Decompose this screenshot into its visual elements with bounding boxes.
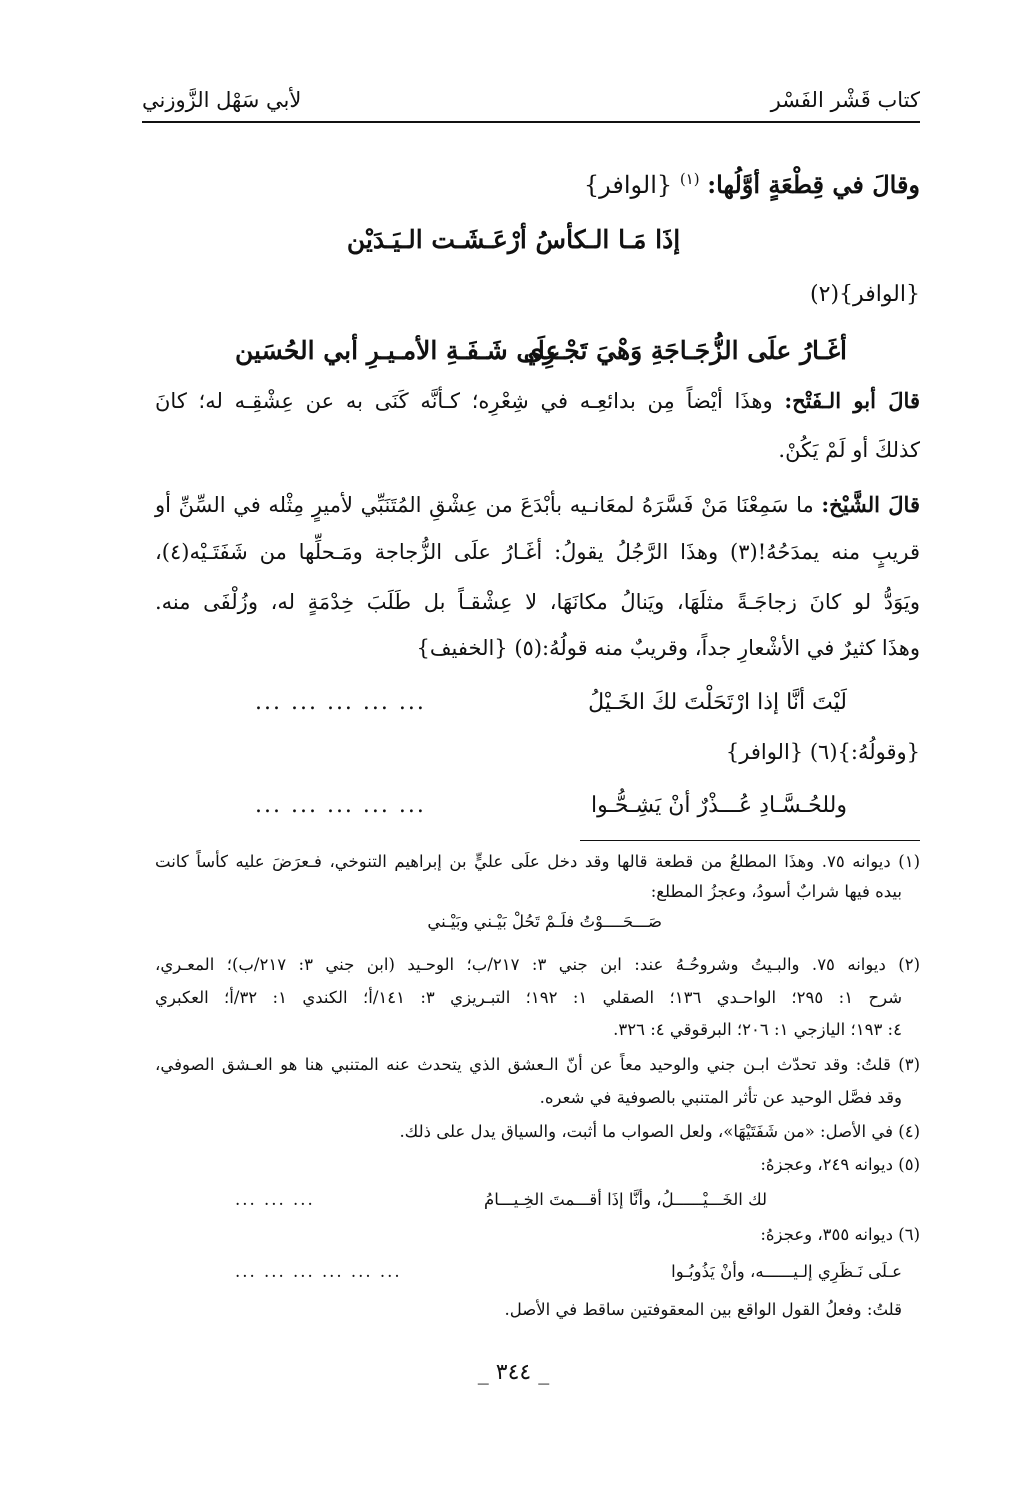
- footnote-3-line-2: وقد فصَّل الوحيد عن تأثر المتنبي بالصوفية في شعره.: [539, 1088, 902, 1107]
- footnote-5-omitted-dots: ... ... ...: [235, 1190, 315, 1209]
- verse-4-intro: {وقولُهُ:}(٦) {الوافر}: [725, 740, 920, 764]
- meter-label-2: {الوافر}(٢): [810, 282, 920, 307]
- paragraph-2-line-2: قريبٍ منه يمدَحُهُ!(٣) وهذَا الرَّجُلُ يقولُ: أغَـارُ علَى الزُّجاجة ومَـحلِّها من شَفَتَـيْه(٤)،: [155, 540, 920, 564]
- paragraph-2-line-3: ويَوَدُّ لو كانَ زجاجَـةً مثلَهَا، ويَنالُ مكانَهَا، لا عِشْقـاً بل طَلَبَ خِدْمَةٍ له، وزُلْفَى منه.: [155, 590, 920, 614]
- paragraph-1-line-2: كذلكَ أو لَمْ يَكُنْ.: [778, 438, 920, 462]
- running-head-author: لأبي سَهْل الزَّوزني: [142, 88, 302, 112]
- footnote-5-verse: لك الخَـــيْــــــلُ، وأنَّا إذَا أقـــمتَ الخِـيـــامُ: [484, 1190, 767, 1209]
- section-intro: [584, 170, 920, 199]
- intro-bold-text: وقالَ في قِطْعَةٍ أوَّلُها:: [707, 170, 920, 199]
- footnote-5: (٥) ديوانه ٢٤٩، وعجزهُ:: [760, 1155, 920, 1174]
- footnote-1-line-1: (١) ديوانه ٧٥. وهذَا المطلعُ من قطعة قالها وقد دخل علَى عليٍّ بن إبراهيم التنوخي، فـعرَضَ عليه كأساً كانت: [155, 852, 921, 871]
- verse-4-omitted-dots: ... ... ... ... ...: [255, 793, 426, 818]
- speaker-abu-al-fath: قالَ أبو الـفَتْح:: [784, 388, 920, 413]
- footnote-1-hemistich: صَـــحَــــوْتُ فلَـمْ تَحُلْ بَيْـني وبَيْـني: [427, 912, 662, 931]
- verse-2-first-hemistich: أغَـارُ علَى الزُّجَـاجَةِ وَهْيَ تَجْـرِي: [523, 336, 847, 365]
- editor-note: قلتُ: وفعلُ القول الواقع بين المعقوفتين ساقط في الأصل.: [504, 1300, 902, 1319]
- paragraph-1-line-1: [155, 388, 920, 413]
- paragraph-2-line-1: [155, 492, 920, 517]
- footnote-6-verse: عـلَى نَـظَرِي إلـيــــــه، وأنْ يَذُوبُـوا: [671, 1262, 902, 1281]
- page-number: _ ٣٤٤ _: [477, 1360, 550, 1385]
- paragraph-2-line-4: وهذَا كثيرٌ في الأشْعارِ جداً، وقريبٌ منه قولُهُ:(٥) {الخفيف}: [416, 636, 920, 660]
- footnote-ref-1: (١): [679, 170, 700, 188]
- footnote-3-line-1: (٣) قلتُ: وقد تحدّث ابـن جني والوحيد معاً عن أنّ الـعشق الذي يتحدث عنه المتنبي هنا هو العـشق الصوفي،: [155, 1055, 920, 1074]
- meter-label: {الوافر}: [583, 171, 673, 199]
- speaker-al-shaykh: قالَ الشَّيْخ:: [821, 492, 920, 517]
- footnote-1-line-2: بيده فيها شرابٌ أسودُ، وعجزُ المطلع:: [650, 882, 902, 901]
- verse-2-second-hemistich: علَى شَـفَـةِ الأمـيـرِ أبي الحُسَين: [235, 336, 561, 365]
- footnote-separator: [580, 840, 920, 841]
- verse-1: إذَا مَـا الـكأسُ أرْعَـشَـت الـيَـدَيْن: [346, 225, 681, 254]
- verse-3: لَيْتَ أنَّا إذا ارْتَحَلْتَ لكَ الخَـيْلُ: [588, 690, 847, 715]
- footnote-2-line-1: (٢) ديوانه ٧٥. والبـيتُ وشروحُـهُ عند: ابن جني ٣: ٢١٧/ب؛ الوحـيد (ابن جني ٣: ٢١٧/ب)؛ المعـري،: [155, 955, 921, 974]
- paragraph-2-text: ما سَمِعْنَا مَنْ فَسَّرَهُ لمعَانـيه بأبْدَعَ من عِشْقِ المُتَنَبِّي لأميرٍ مِثْله في السِّنِّ أو: [155, 493, 814, 517]
- verse-4: وللحُـسَّـادِ عُـــذْرٌ أنْ يَشِـحُّـوا: [590, 793, 847, 818]
- footnote-2-line-3: ٤: ١٩٣؛ اليازجي ١: ٢٠٦؛ البرقوقي ٤: ٣٢٦.: [613, 1020, 902, 1039]
- running-head-book-title: كتاب قَشْر الفَسْر: [770, 88, 920, 112]
- footnote-2-line-2: شرح ١: ٢٩٥؛ الواحـدي ١٣٦؛ الصقلي ١: ١٩٢؛ التبـريزي ٣: ١٤١/أ؛ الكندي ١: ٣٢/أ؛ العكبري: [155, 988, 903, 1007]
- verse-3-omitted-dots: ... ... ... ... ...: [255, 690, 426, 715]
- footnote-4: (٤) في الأصل: «من شَفَتَيْهَا»، ولعل الصواب ما أثبت، والسياق يدل على ذلك.: [399, 1122, 920, 1141]
- footnote-6-omitted-dots: ... ... ... ... ... ...: [235, 1262, 402, 1281]
- paragraph-1-text: وهذَا أيْضاً مِن بدائعِـه في شِعْرِه؛ كـأنَّه كَنَى به عن عِشْقِـه له؛ كانَ: [155, 389, 773, 413]
- header-rule: [142, 121, 920, 123]
- footnote-6: (٦) ديوانه ٣٥٥، وعجزهُ:: [760, 1225, 920, 1244]
